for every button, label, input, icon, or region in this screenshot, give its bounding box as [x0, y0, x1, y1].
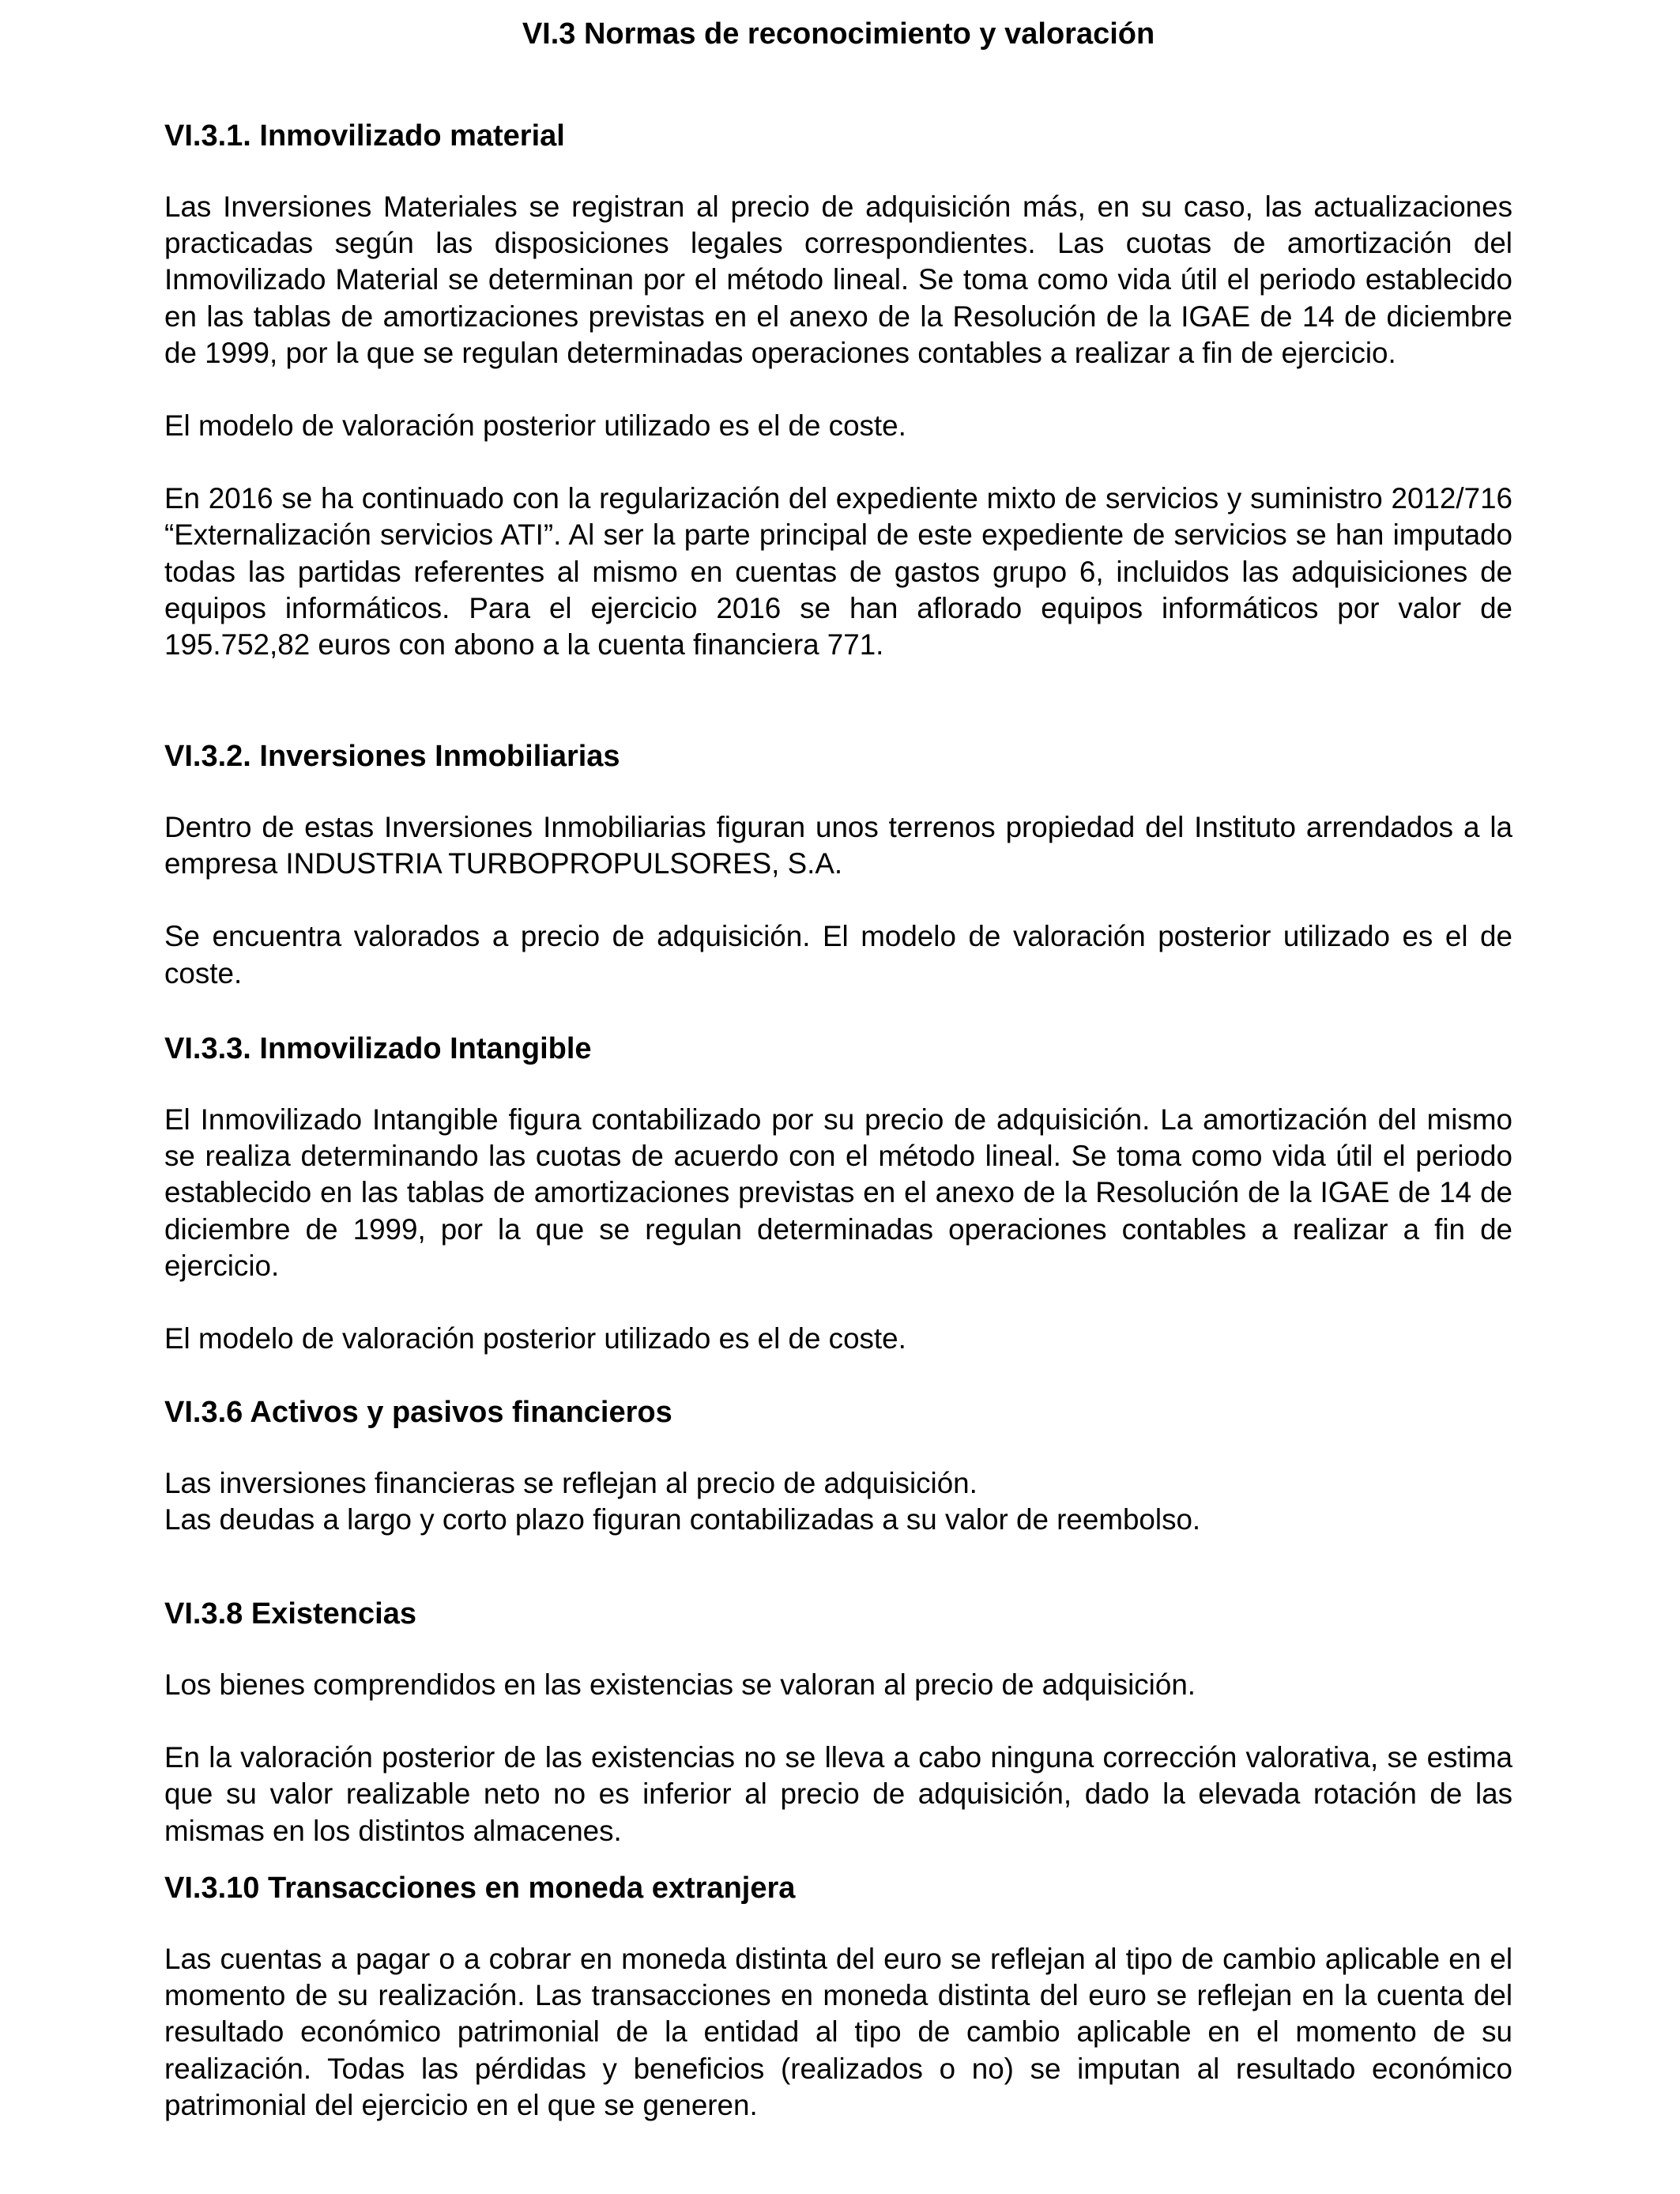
section-inversiones-inmobiliarias	[164, 737, 1512, 992]
text-line: Las inversiones financieras se reflejan al precio de adquisición.	[164, 1467, 977, 1499]
section-activos-pasivos-financieros	[164, 1393, 1512, 1538]
paragraph: Las cuentas a pagar o a cobrar en moneda distinta del euro se reflejan al tipo de cambio aplicable en el momento de su realización. Las transacciones en moneda distinta del euro se reflejan en la cuenta del resultado económico patrimonial de la entidad al tipo de cambio aplicable en el momento de su realización. Todas las pérdidas y beneficios (realizados o no) se imputan al resultado económico patrimonial del ejercicio en el que se generen.	[164, 1943, 1512, 2121]
section-transacciones-moneda-extranjera	[164, 1868, 1512, 2124]
paragraph: El modelo de valoración posterior utilizado es el de coste.	[164, 409, 906, 443]
section-inmovilizado-intangible	[164, 1029, 1512, 1357]
section-heading: VI.3.2. Inversiones Inmobiliarias	[164, 740, 620, 773]
paragraph: Dentro de estas Inversiones Inmobiliarias figuran unos terrenos propiedad del Instituto arrendados a la empresa INDUSTRIA TURBOPROPULSORES, S.A.	[164, 811, 1512, 880]
paragraph: El modelo de valoración posterior utilizado es el de coste.	[164, 1322, 906, 1355]
paragraph: El Inmovilizado Intangible figura contabilizado por su precio de adquisición. La amortización del mismo se realiza determinando las cuotas de acuerdo con el método lineal. Se toma como vida útil el periodo establecido en las tablas de amortizaciones previstas en el anexo de la Resolución de la IGAE de 14 de diciembre de 1999, por la que se regulan determinadas operaciones contables a realizar a fin de ejercicio.	[164, 1103, 1512, 1282]
text-line: Las deudas a largo y corto plazo figuran contabilizadas a su valor de reembolso.	[164, 1503, 1201, 1536]
paragraph: Los bienes comprendidos en las existencias se valoran al precio de adquisición.	[164, 1668, 1196, 1701]
section-heading: VI.3.10 Transacciones en moneda extranjera	[164, 1872, 796, 1905]
paragraph: En la valoración posterior de las existencias no se lleva a cabo ninguna corrección valorativa, se estima que su valor realizable neto no es inferior al precio de adquisición, dado la elevada rotación de las mismas en los distintos almacenes.	[164, 1741, 1512, 1847]
page-title: VI.3 Normas de reconocimiento y valoración	[522, 17, 1155, 51]
paragraph: Se encuentra valorados a precio de adquisición. El modelo de valoración posterior utilizado es el de coste.	[164, 920, 1512, 990]
section-existencias	[164, 1594, 1512, 1849]
section-inmovilizado-material	[164, 116, 1512, 663]
section-heading: VI.3.8 Existencias	[164, 1597, 416, 1630]
paragraph: En 2016 se ha continuado con la regularización del expediente mixto de servicios y suministro 2012/716 “Externalización servicios ATI”. Al ser la parte principal de este expediente de servicios se han imputado todas las partidas referentes al mismo en cuentas de gastos grupo 6, incluidos las adquisiciones de equipos informáticos. Para el ejercicio 2016 se han aflorado equipos informáticos por valor de 195.752,82 euros con abono a la cuenta financiera 771.	[164, 482, 1512, 662]
paragraph: Las Inversiones Materiales se registran al precio de adquisición más, en su caso, las actualizaciones practicadas según las disposiciones legales correspondientes. Las cuotas de amortización del Inmovilizado Material se determinan por el método lineal. Se toma como vida útil el periodo establecido en las tablas de amortizaciones previstas en el anexo de la Resolución de la IGAE de 14 de diciembre de 1999, por la que se regulan determinadas operaciones contables a realizar a fin de ejercicio.	[164, 190, 1512, 369]
section-heading: VI.3.6 Activos y pasivos financieros	[164, 1396, 672, 1429]
line-group	[164, 1465, 1512, 1538]
section-heading: VI.3.1. Inmovilizado material	[164, 119, 565, 153]
section-heading: VI.3.3. Inmovilizado Intangible	[164, 1032, 592, 1065]
